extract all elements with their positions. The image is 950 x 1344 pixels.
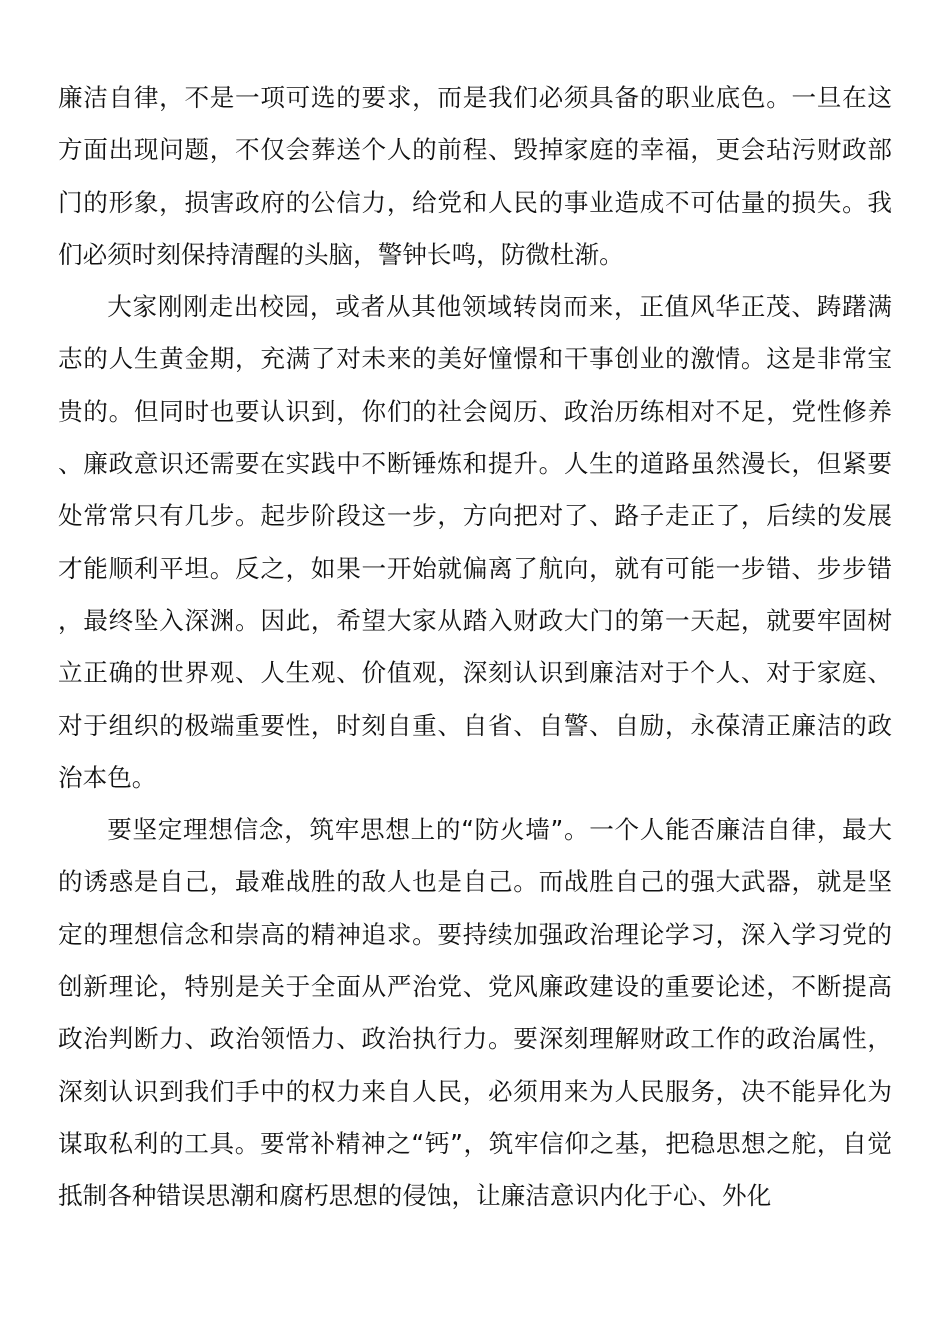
paragraph-ideals-firewall: 要坚定理想信念，筑牢思想上的“防火墙”。一个人能否廉洁自律，最大的诱惑是自己，最难战胜的敌人也是自己。而战胜自己的强大武器，就是坚定的理想信念和崇高的精神追求。要持续加强政治理论学习，深入学习党的创新理论，特别是关于全面从严治党、党风廉政建设的重要论述，不断提高政治判断力、政治领悟力、政治执行力。要深刻理解财政工作的政治属性，深刻认识到我们手中的权力来自人民，必须用来为人民服务，决不能异化为谋取私利的工具。要常补精神之“钙”，筑牢信仰之基，把稳思想之舵，自觉抵制各种错误思潮和腐朽思想的侵蚀，让廉洁意识内化于心、外化 <box>58 815 892 1211</box>
paragraph-continued: 廉洁自律，不是一项可选的要求，而是我们必须具备的职业底色。一旦在这方面出现问题，不仅会葬送个人的前程、毁掉家庭的幸福，更会玷污财政部门的形象，损害政府的公信力，给党和人民的事业造成不可估量的损失。我们必须时刻保持清醒的头脑，警钟长鸣，防微杜渐。 <box>58 83 892 269</box>
paragraph-new-staff: 大家刚刚走出校园，或者从其他领域转岗而来，正值风华正茂、踌躇满志的人生黄金期，充满了对未来的美好憧憬和干事创业的激情。这是非常宝贵的。但同时也要认识到，你们的社会阅历、政治历练相对不足，党性修养、廉政意识还需要在实践中不断锤炼和提升。人生的道路虽然漫长，但紧要处常常只有几步。起步阶段这一步，方向把对了、路子走正了，后续的发展才能顺利平坦。反之，如果一开始就偏离了航向，就有可能一步错、步步错，最终坠入深渊。因此，希望大家从踏入财政大门的第一天起，就要牢固树立正确的世界观、人生观、价值观，深刻认识到廉洁对于个人、对于家庭、对于组织的极端重要性，时刻自重、自省、自警、自励，永葆清正廉洁的政治本色。 <box>58 292 892 792</box>
document-page <box>58 72 892 1223</box>
